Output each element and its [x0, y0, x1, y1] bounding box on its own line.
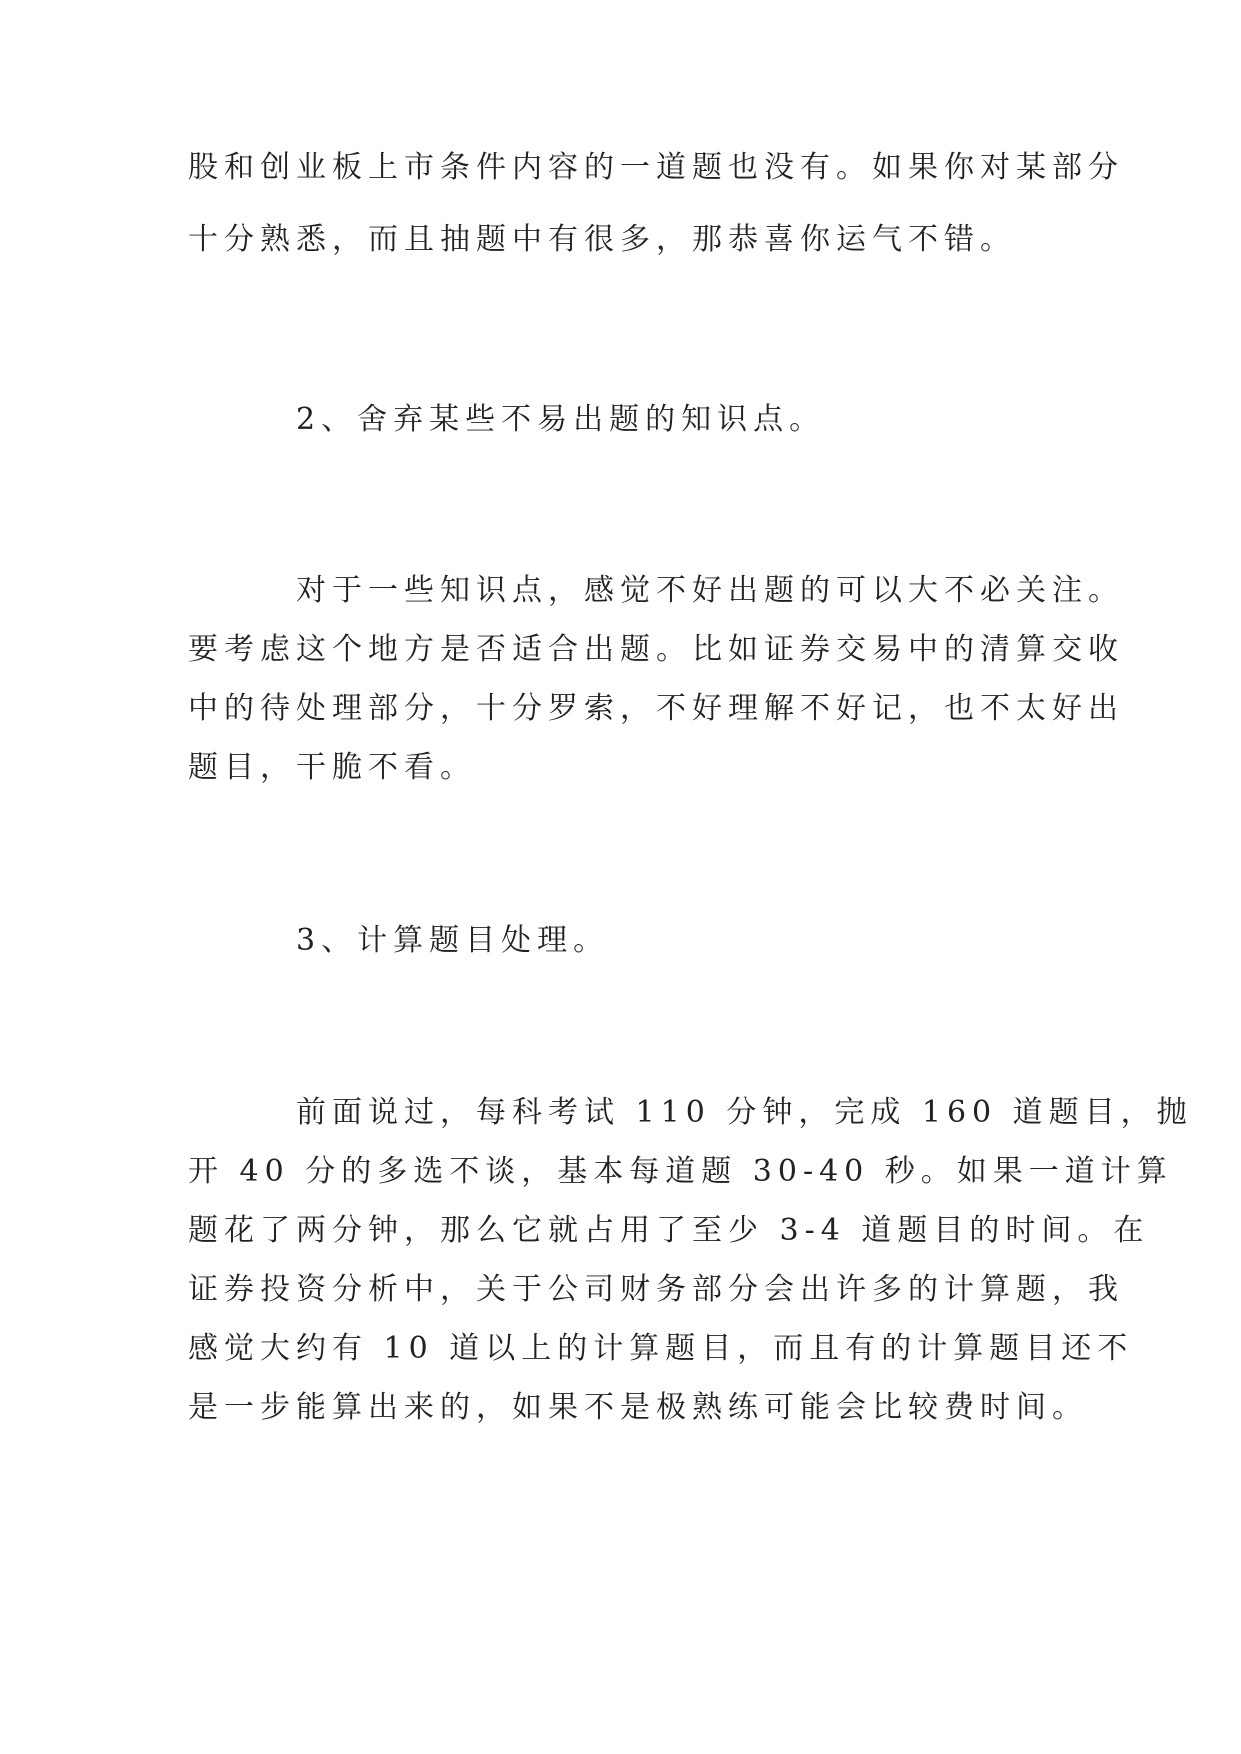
- paragraph-line: 要考虑这个地方是否适合出题。比如证券交易中的清算交收: [188, 632, 1124, 667]
- paragraph-line: 对于一些知识点，感觉不好出题的可以大不必关注。: [296, 573, 1124, 608]
- paragraph-line: 题目，干脆不看。: [188, 750, 476, 785]
- section-heading: 2、舍弃某些不易出题的知识点。: [296, 402, 826, 437]
- paragraph-line: 中的待处理部分，十分罗索，不好理解不好记，也不太好出: [188, 691, 1124, 726]
- paragraph-line: 前面说过，每科考试 110 分钟，完成 160 道题目，抛: [296, 1095, 1193, 1130]
- paragraph-line: 题花了两分钟，那么它就占用了至少 3-4 道题目的时间。在: [188, 1213, 1150, 1248]
- paragraph-line: 感觉大约有 10 道以上的计算题目，而且有的计算题目还不: [188, 1331, 1134, 1366]
- paragraph-line: 证券投资分析中，关于公司财务部分会出许多的计算题，我: [188, 1272, 1124, 1307]
- paragraph-line: 是一步能算出来的，如果不是极熟练可能会比较费时间。: [188, 1390, 1088, 1425]
- section-heading: 3、计算题目处理。: [296, 923, 610, 958]
- paragraph-line: 股和创业板上市条件内容的一道题也没有。如果你对某部分: [188, 150, 1124, 185]
- paragraph-line: 开 40 分的多选不谈，基本每道题 30-40 秒。如果一道计算: [188, 1154, 1173, 1189]
- paragraph-line: 十分熟悉，而且抽题中有很多，那恭喜你运气不错。: [188, 222, 1016, 257]
